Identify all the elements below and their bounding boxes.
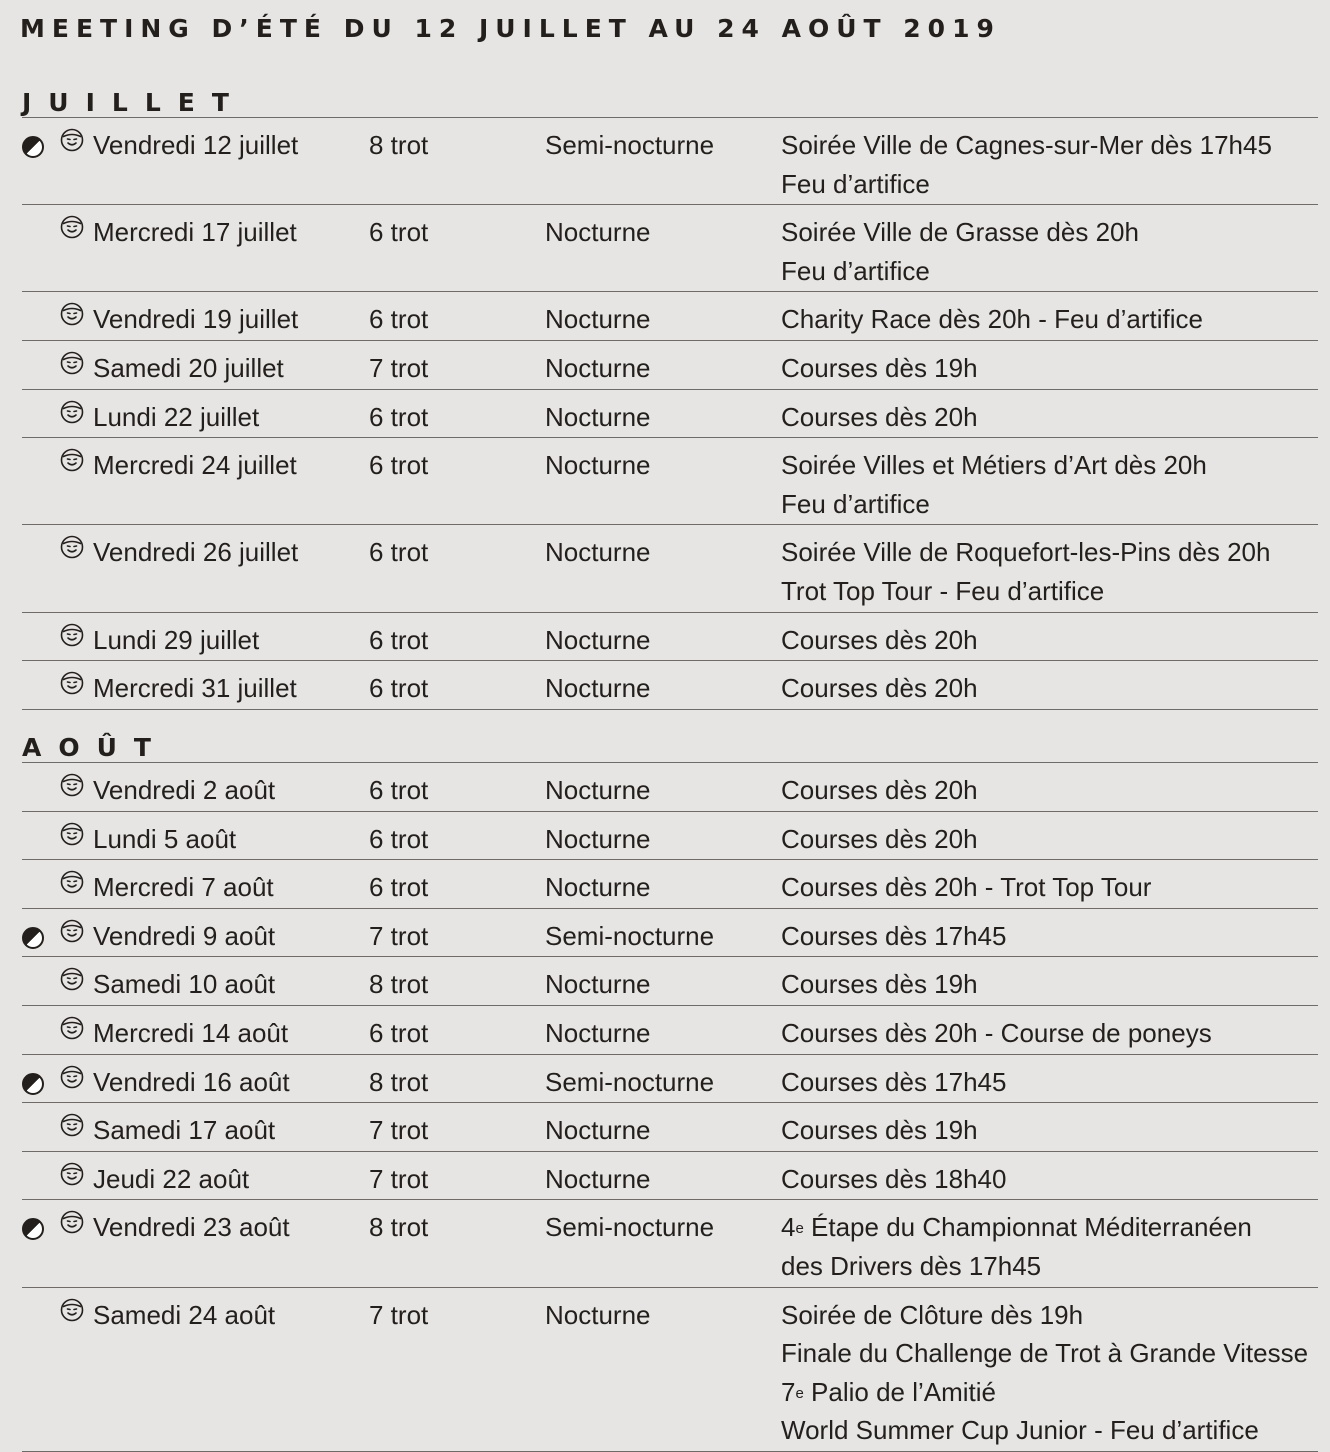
meeting-type: Nocturne <box>545 775 651 805</box>
half-moon-shape <box>22 927 44 949</box>
smiley-face-icon <box>60 215 84 239</box>
event-line: des Drivers dès 17h45 <box>781 1250 1042 1281</box>
smiley-face-icon <box>60 1210 84 1234</box>
event-details <box>781 446 1318 523</box>
race-count: 7 trot <box>369 1163 429 1194</box>
schedule-row <box>22 1006 1318 1055</box>
race-count: 6 trot <box>369 537 429 568</box>
schedule-row <box>22 1103 1318 1152</box>
race-count: 6 trot <box>369 450 429 481</box>
smiley-face-icon <box>60 128 84 152</box>
schedule-row <box>22 390 1318 439</box>
smiley-face-icon <box>60 535 84 559</box>
event-line: 4e Étape du Championnat Méditerranéen <box>781 1212 1252 1243</box>
schedule-row <box>22 909 1318 958</box>
event-details <box>781 669 1318 708</box>
race-count: 7 trot <box>369 1115 429 1146</box>
event-line: Courses dès 20h <box>781 401 978 432</box>
meeting-type: Nocturne <box>545 450 651 481</box>
smiley-face-icon <box>60 351 84 375</box>
event-line: Courses dès 19h <box>781 1115 978 1146</box>
half-moon-icon <box>22 921 44 960</box>
meeting-type: Nocturne <box>545 1017 651 1048</box>
meeting-date: Samedi 20 juillet <box>93 352 284 383</box>
event-line: Soirée Ville de Cagnes-sur-Mer dès 17h45 <box>781 130 1272 160</box>
schedule-row <box>22 1200 1318 1287</box>
smiley-face-icon <box>60 870 84 894</box>
meeting-type: Nocturne <box>545 304 651 335</box>
schedule-list-aout <box>22 763 1318 1452</box>
meeting-type: Nocturne <box>545 1163 651 1194</box>
event-line: Courses dès 17h45 <box>781 1066 1007 1097</box>
half-moon-icon <box>22 1212 44 1251</box>
meeting-date: Jeudi 22 août <box>93 1163 250 1194</box>
race-count: 8 trot <box>369 969 429 1000</box>
race-count: 6 trot <box>369 673 429 704</box>
half-moon-shape <box>22 136 44 158</box>
meeting-type: Nocturne <box>545 969 651 1000</box>
smiley-face-icon <box>60 1016 84 1040</box>
event-line: World Summer Cup Junior - Feu d’artifice <box>781 1415 1259 1446</box>
smiley-face-icon <box>60 448 84 472</box>
meeting-date: Mercredi 14 août <box>93 1017 289 1048</box>
meeting-type: Nocturne <box>545 401 651 432</box>
meeting-type: Semi-nocturne <box>545 1212 715 1243</box>
smiley-face-icon <box>60 773 84 797</box>
meeting-date: Samedi 24 août <box>93 1299 276 1330</box>
race-count: 6 trot <box>369 624 429 655</box>
smiley-face-icon <box>60 302 84 326</box>
event-line: Feu d’artifice <box>781 168 930 199</box>
event-line: Courses dès 20h <box>781 673 978 704</box>
race-count: 6 trot <box>369 1017 429 1048</box>
meeting-type: Nocturne <box>545 872 651 903</box>
event-details <box>781 621 1318 660</box>
meeting-date: Vendredi 19 juillet <box>93 304 299 335</box>
meeting-type: Nocturne <box>545 1299 651 1330</box>
smiley-face-icon <box>60 1065 84 1089</box>
event-line: Soirée de Clôture dès 19h <box>781 1299 1084 1330</box>
race-count: 6 trot <box>369 775 429 805</box>
event-line: Courses dès 18h40 <box>781 1163 1007 1194</box>
meeting-date: Lundi 29 juillet <box>93 624 260 655</box>
meeting-date: Mercredi 17 juillet <box>93 217 297 248</box>
event-line: Feu d’artifice <box>781 488 930 519</box>
event-line: Trot Top Tour - Feu d’artifice <box>781 575 1105 606</box>
ordinal-superscript: e <box>795 1220 804 1238</box>
event-line: Courses dès 20h <box>781 823 978 854</box>
meeting-type: Nocturne <box>545 624 651 655</box>
meeting-type: Nocturne <box>545 1115 651 1146</box>
event-details <box>781 349 1318 388</box>
schedule-row <box>22 1055 1318 1104</box>
meeting-date: Mercredi 31 juillet <box>93 673 297 704</box>
event-details <box>781 213 1318 290</box>
section-heading-juillet: JUILLET <box>22 89 1318 118</box>
event-details <box>781 1296 1318 1450</box>
meeting-date: Samedi 10 août <box>93 969 276 1000</box>
meeting-type: Semi-nocturne <box>545 1066 715 1097</box>
event-details <box>781 300 1318 339</box>
smiley-face-icon <box>60 1298 84 1322</box>
meeting-date: Mercredi 7 août <box>93 872 274 903</box>
schedule-row <box>22 205 1318 292</box>
event-details <box>781 533 1318 610</box>
event-details <box>781 965 1318 1004</box>
half-moon-icon <box>22 130 44 169</box>
schedule-row <box>22 118 1318 205</box>
event-details <box>781 868 1318 907</box>
schedule-row <box>22 661 1318 710</box>
event-details <box>781 1160 1318 1199</box>
schedule-row <box>22 438 1318 525</box>
smiley-face-icon <box>60 967 84 991</box>
schedule-row <box>22 613 1318 662</box>
event-details <box>781 1014 1318 1053</box>
half-moon-shape <box>22 1073 44 1095</box>
meeting-date: Lundi 22 juillet <box>93 401 260 432</box>
schedule-row <box>22 1288 1318 1452</box>
meeting-type: Nocturne <box>545 352 651 383</box>
event-line: Courses dès 19h <box>781 352 978 383</box>
race-count: 8 trot <box>369 1066 429 1097</box>
event-details <box>781 1111 1318 1150</box>
smiley-face-icon <box>60 919 84 943</box>
schedule-row <box>22 763 1318 812</box>
meeting-date: Lundi 5 août <box>93 823 237 854</box>
section-juillet <box>22 89 1318 710</box>
event-line: Feu d’artifice <box>781 255 930 286</box>
meeting-type: Nocturne <box>545 823 651 854</box>
event-line: Courses dès 17h45 <box>781 920 1007 951</box>
event-line: Soirée Ville de Roquefort-les-Pins dès 20h <box>781 537 1271 568</box>
smiley-face-icon <box>60 822 84 846</box>
race-count: 7 trot <box>369 920 429 951</box>
smiley-face-icon <box>60 671 84 695</box>
page-title: MEETING D’ÉTÉ DU 12 JUILLET AU 24 AOÛT 2019 <box>20 14 1001 43</box>
event-line: Courses dès 19h <box>781 969 978 1000</box>
meeting-date: Vendredi 23 août <box>93 1212 290 1243</box>
event-line: Courses dès 20h - Trot Top Tour <box>781 872 1152 903</box>
event-line: Courses dès 20h <box>781 775 978 805</box>
race-count: 8 trot <box>369 1212 429 1243</box>
race-count: 6 trot <box>369 217 429 248</box>
meeting-date: Samedi 17 août <box>93 1115 276 1146</box>
race-count: 6 trot <box>369 823 429 854</box>
meeting-date: Vendredi 12 juillet <box>93 130 299 160</box>
smiley-face-icon <box>60 1113 84 1137</box>
event-line: Courses dès 20h - Course de poneys <box>781 1017 1212 1048</box>
event-line: Finale du Challenge de Trot à Grande Vitesse <box>781 1338 1309 1369</box>
event-line: Charity Race dès 20h - Feu d’artifice <box>781 304 1203 335</box>
schedule-row <box>22 860 1318 909</box>
smiley-face-icon <box>60 1162 84 1186</box>
section-heading-aout: AOÛT <box>22 734 1318 763</box>
schedule-row <box>22 525 1318 612</box>
meeting-date: Vendredi 2 août <box>93 775 276 805</box>
meeting-date: Vendredi 16 août <box>93 1066 290 1097</box>
meeting-date: Mercredi 24 juillet <box>93 450 297 481</box>
meeting-type: Semi-nocturne <box>545 920 715 951</box>
schedule-row <box>22 1152 1318 1201</box>
event-details <box>781 917 1318 956</box>
meeting-type: Nocturne <box>545 537 651 568</box>
event-details <box>781 1063 1318 1102</box>
meeting-date: Vendredi 9 août <box>93 920 276 951</box>
race-count: 7 trot <box>369 352 429 383</box>
schedule-row <box>22 292 1318 341</box>
event-line: Courses dès 20h <box>781 624 978 655</box>
half-moon-shape <box>22 1218 44 1240</box>
race-count: 7 trot <box>369 1299 429 1330</box>
meeting-type: Nocturne <box>545 217 651 248</box>
event-line: Soirée Ville de Grasse dès 20h <box>781 217 1139 248</box>
ordinal-superscript: e <box>795 1384 804 1402</box>
race-count: 6 trot <box>369 872 429 903</box>
race-count: 8 trot <box>369 130 429 160</box>
smiley-face-icon <box>60 623 84 647</box>
event-details <box>781 398 1318 437</box>
smiley-face-icon <box>60 400 84 424</box>
race-count: 6 trot <box>369 401 429 432</box>
half-moon-icon <box>22 1067 44 1106</box>
event-details <box>781 820 1318 859</box>
race-count: 6 trot <box>369 304 429 335</box>
event-line: 7e Palio de l’Amitié <box>781 1376 997 1407</box>
schedule-row <box>22 812 1318 861</box>
meeting-date: Vendredi 26 juillet <box>93 537 299 568</box>
schedule-row <box>22 957 1318 1006</box>
schedule-list-juillet <box>22 118 1318 710</box>
section-aout <box>22 734 1318 1452</box>
meeting-type: Nocturne <box>545 673 651 704</box>
event-line: Soirée Villes et Métiers d’Art dès 20h <box>781 450 1207 481</box>
event-details <box>781 126 1318 203</box>
meeting-type: Semi-nocturne <box>545 130 715 160</box>
event-details <box>781 771 1318 810</box>
schedule-row <box>22 341 1318 390</box>
event-details <box>781 1208 1318 1285</box>
